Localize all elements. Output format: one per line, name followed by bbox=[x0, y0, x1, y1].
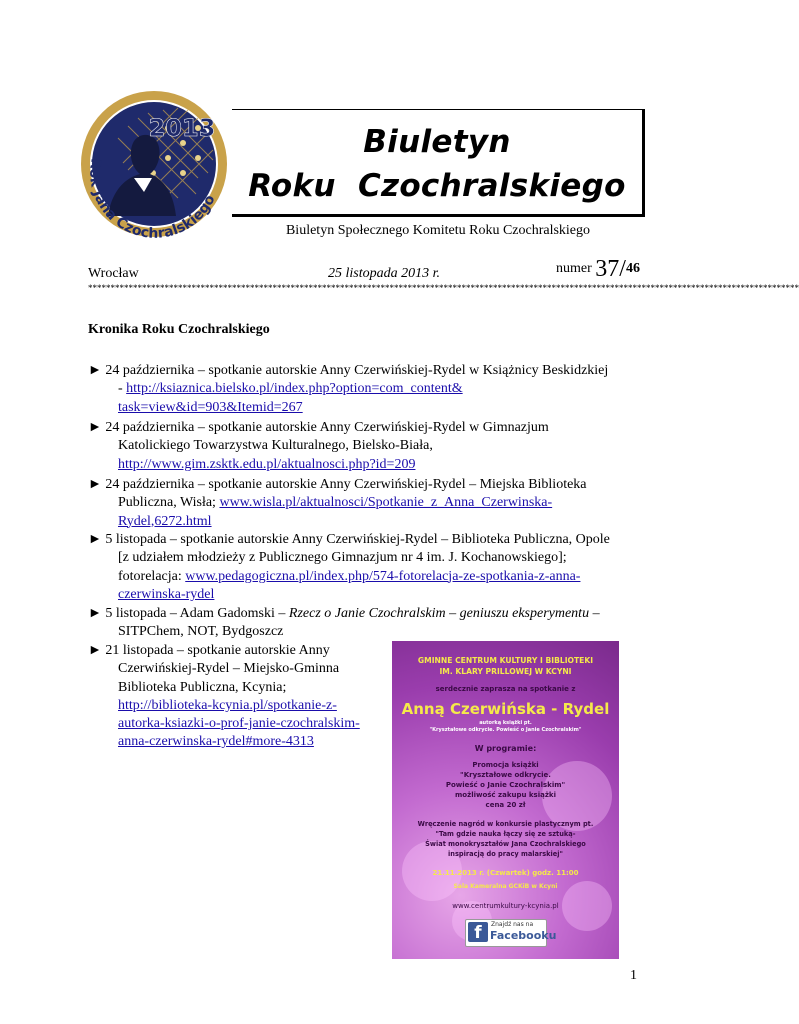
chronicle-entry bbox=[88, 362, 640, 417]
poster-contest-line2: "Tam gdzie nauka łączy się ze sztuką- bbox=[435, 830, 576, 838]
entry-link[interactable]: task=view&id=903&Itemid=267 bbox=[118, 399, 303, 415]
entry-title-italic: Rzecz o Janie Czochralskim – geniuszu eksperymentu bbox=[288, 606, 590, 621]
chronicle-entry bbox=[88, 605, 640, 642]
entry-link[interactable]: Rydel,6272.html bbox=[118, 513, 212, 529]
facebook-badge-word: Facebooku bbox=[490, 929, 557, 942]
poster-buy: możliwość zakupu książki bbox=[455, 791, 556, 799]
event-poster bbox=[392, 641, 619, 959]
entry-link[interactable]: http://www.gim.zsktk.edu.pl/aktualnosci.php?id=209 bbox=[118, 456, 416, 472]
poster-when: 21.11.2013 r. (Czwartek) godz. 11:00 bbox=[432, 869, 579, 877]
poster-promo: Promocja książki bbox=[472, 761, 539, 769]
poster-program: W programie: bbox=[474, 744, 537, 753]
poster-contest-line3: Świat monokryształów Jana Czochralskiego bbox=[425, 840, 586, 848]
entry-link[interactable]: autorka-ksiazki-o-prof-janie-czochralskim- bbox=[118, 716, 360, 732]
poster-author: Anną Czerwińska - Rydel bbox=[401, 700, 610, 718]
entry-text: Katolickiego Towarzystwa Kulturalnego, Bielsko-Biała, bbox=[118, 438, 433, 454]
issue-number-main: 37/ bbox=[595, 256, 626, 282]
bulletin-title-line2: Roku Czochralskiego bbox=[248, 168, 626, 204]
bulletin-title-box bbox=[232, 109, 645, 217]
entry-text: Publiczna, Wisła; bbox=[118, 495, 220, 511]
issue-date: 25 listopada 2013 r. bbox=[328, 266, 441, 281]
issue-number bbox=[556, 256, 640, 283]
chronicle-entry bbox=[88, 419, 640, 474]
logo-ring-text: Rok Jana Czochralskiego bbox=[86, 157, 219, 240]
logo-year: 2013 bbox=[148, 114, 216, 142]
poster-price: cena 20 zł bbox=[485, 801, 526, 809]
issue-number-total: 46 bbox=[625, 261, 640, 276]
entry-text: ► 5 listopada – Adam Gadomski – bbox=[88, 606, 289, 621]
entry-text: ► 24 października – spotkanie autorskie Anny Czerwińskiej-Rydel w Gimnazjum bbox=[88, 420, 549, 435]
entry-text: ► 24 października – spotkanie autorskie Anny Czerwińskiej-Rydel w Książnicy Beskidzkiej bbox=[88, 363, 609, 378]
bulletin-subtitle: Biuletyn Społecznego Komitetu Roku Czochralskiego bbox=[285, 223, 591, 238]
poster-book-line2: Powieść o Janie Czochralskim" bbox=[445, 781, 566, 789]
entry-link[interactable]: www.pedagogiczna.pl/index.php/574-fotorelacja-ze-spotkania-z-anna- bbox=[185, 568, 581, 584]
entry-text: - bbox=[118, 381, 127, 397]
entry-link[interactable]: anna-czerwinska-rydel#more-4313 bbox=[118, 734, 314, 750]
issue-number-label: numer bbox=[556, 261, 592, 276]
facebook-badge-caption: Znajdź nas na bbox=[491, 921, 534, 928]
entry-text: fotorelacja: bbox=[118, 568, 186, 584]
issue-city: Wrocław bbox=[88, 266, 139, 281]
poster-author-sub1: autorką książki pt. bbox=[479, 720, 532, 726]
entry-text: [z udziałem młodzieży z Publicznego Gimnazjum nr 4 im. J. Kochanowskiego]; bbox=[118, 550, 567, 566]
bulletin-title-line1: Biuletyn bbox=[363, 124, 511, 160]
poster-book-line1: "Kryształowe odkrycie. bbox=[460, 771, 551, 779]
poster-invite: serdecznie zaprasza na spotkanie z bbox=[435, 685, 576, 693]
section-heading: Kronika Roku Czochralskiego bbox=[88, 322, 270, 337]
chronicle-entry bbox=[88, 531, 640, 604]
poster-org-line2: IM. KLARY PRILLOWEJ W KCYNI bbox=[439, 667, 572, 676]
facebook-icon: f bbox=[468, 922, 488, 942]
entry-text: Biblioteka Publiczna, Kcynia; bbox=[118, 679, 287, 695]
poster-author-sub2: "Kryształowe odkrycie. Powieść o Janie Czochralskim" bbox=[429, 727, 582, 733]
page-number: 1 bbox=[630, 968, 637, 983]
entry-text: ► 21 listopada – spotkanie autorskie Anny bbox=[88, 643, 330, 658]
entry-link[interactable]: czerwinska-rydel bbox=[118, 586, 215, 602]
poster-contest-line4: inspiracją do pracy malarskiej" bbox=[448, 850, 563, 858]
entry-text: – bbox=[589, 606, 600, 621]
entry-text: ► 5 listopada – spotkanie autorskie Anny Czerwińskiej-Rydel – Biblioteka Publiczna, Opole bbox=[88, 532, 610, 547]
poster-org-line1: GMINNE CENTRUM KULTURY I BIBLIOTEKI bbox=[417, 656, 594, 665]
facebook-badge bbox=[465, 919, 557, 947]
entry-link[interactable]: http://biblioteka-kcynia.pl/spotkanie-z- bbox=[118, 697, 337, 713]
poster-contest-line1: Wręczenie nagród w konkursie plastycznym pt. bbox=[417, 820, 594, 828]
entry-link[interactable]: www.wisla.pl/aktualnosci/Spotkanie_z_Anna_Czerwinska- bbox=[219, 495, 553, 511]
entry-text: Czerwińskiej-Rydel – Miejsko-Gminna bbox=[118, 661, 340, 677]
chronicle-entry bbox=[88, 476, 640, 531]
chronicle-entry bbox=[88, 642, 388, 752]
separator-stars: ************************************************************************************************************************************************************** bbox=[88, 283, 799, 293]
entry-text: ► 24 października – spotkanie autorskie Anny Czerwińskiej-Rydel – Miejska Biblioteka bbox=[88, 477, 587, 492]
entry-text: SITPChem, NOT, Bydgoszcz bbox=[118, 624, 284, 640]
poster-where: Sala Kameralna GCKiB w Kcyni bbox=[453, 883, 558, 890]
entry-link[interactable]: http://ksiaznica.bielsko.pl/index.php?option=com_content& bbox=[126, 381, 463, 397]
czochralski-year-logo bbox=[78, 88, 230, 240]
poster-url: www.centrumkultury-kcynia.pl bbox=[452, 902, 559, 910]
